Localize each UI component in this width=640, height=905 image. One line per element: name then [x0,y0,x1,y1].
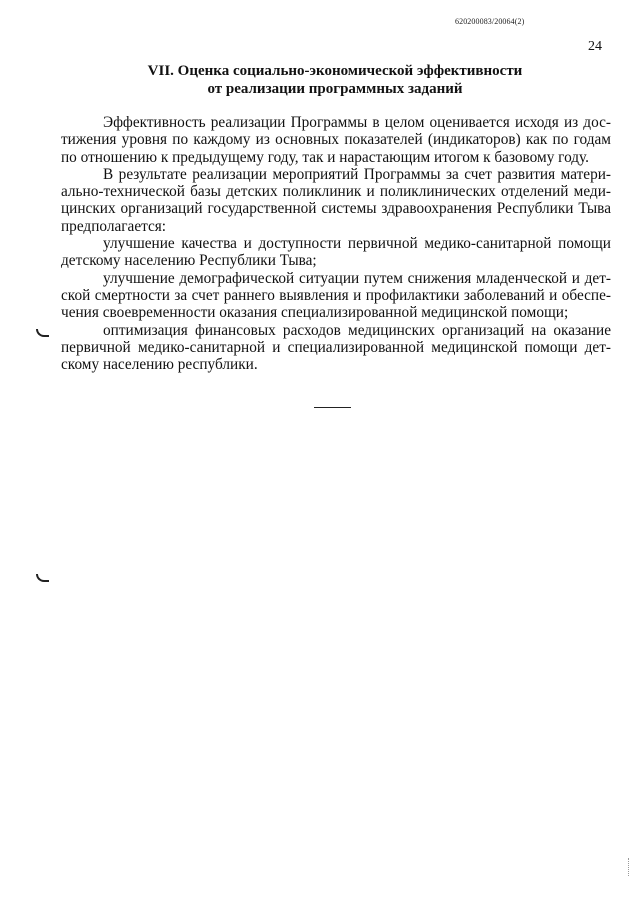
text-line: тижения уровня по каждому из основных показателей (индикаторов) как по годам [61,131,611,149]
text-line: оптимизация финансовых расходов медицинских организаций на оказание [103,321,611,339]
text-line: Эффективность реализации Программы в целом оценивается исходя из дос- [103,114,611,131]
section-title [60,62,610,98]
paragraph-optimization [61,322,611,374]
text-line: предполагается: [61,217,167,235]
body-text [61,114,611,373]
text-line: по отношению к предыдущему году, так и нарастающим итогом к базовому году. [61,148,590,166]
scan-edge-mark [628,858,631,876]
text-line: ально-технической базы детских поликлиник и поликлинических отделений меди- [61,183,611,201]
text-line: первичной медико-санитарной и специализированной медицинской помощи дет- [61,338,611,356]
text-line: детскому населению Республики Тыва; [61,252,317,270]
paragraph-results [61,166,611,235]
paragraph-efficiency [61,114,611,166]
paragraph-demography [61,270,611,322]
text-line: В результате реализации мероприятий Программы за счет развития матери- [103,165,611,183]
text-line: цинских организаций государственной системы здравоохранения Республики Тыва [61,200,611,218]
text-line: ской смертности за счет раннего выявления и профилактики заболеваний и обеспе- [61,286,611,304]
page-number: 24 [588,39,602,54]
margin-mark [36,329,49,337]
document-code: 620200083/20064(2) [455,17,525,26]
text-line: улучшение качества и доступности первичной медико-санитарной помощи [103,235,611,253]
text-line: чения своевременности оказания специализированной медицинской помощи; [61,304,569,322]
paragraph-quality [61,235,611,270]
margin-mark [36,574,49,582]
section-title-line-2: от реализации программных заданий [207,81,463,97]
text-line: скому населению республики. [61,356,258,374]
section-title-line-1: VII. Оценка социально-экономической эффективности [147,63,523,79]
end-divider [314,407,351,408]
text-line: улучшение демографической ситуации путем снижения младенческой и дет- [103,269,611,287]
